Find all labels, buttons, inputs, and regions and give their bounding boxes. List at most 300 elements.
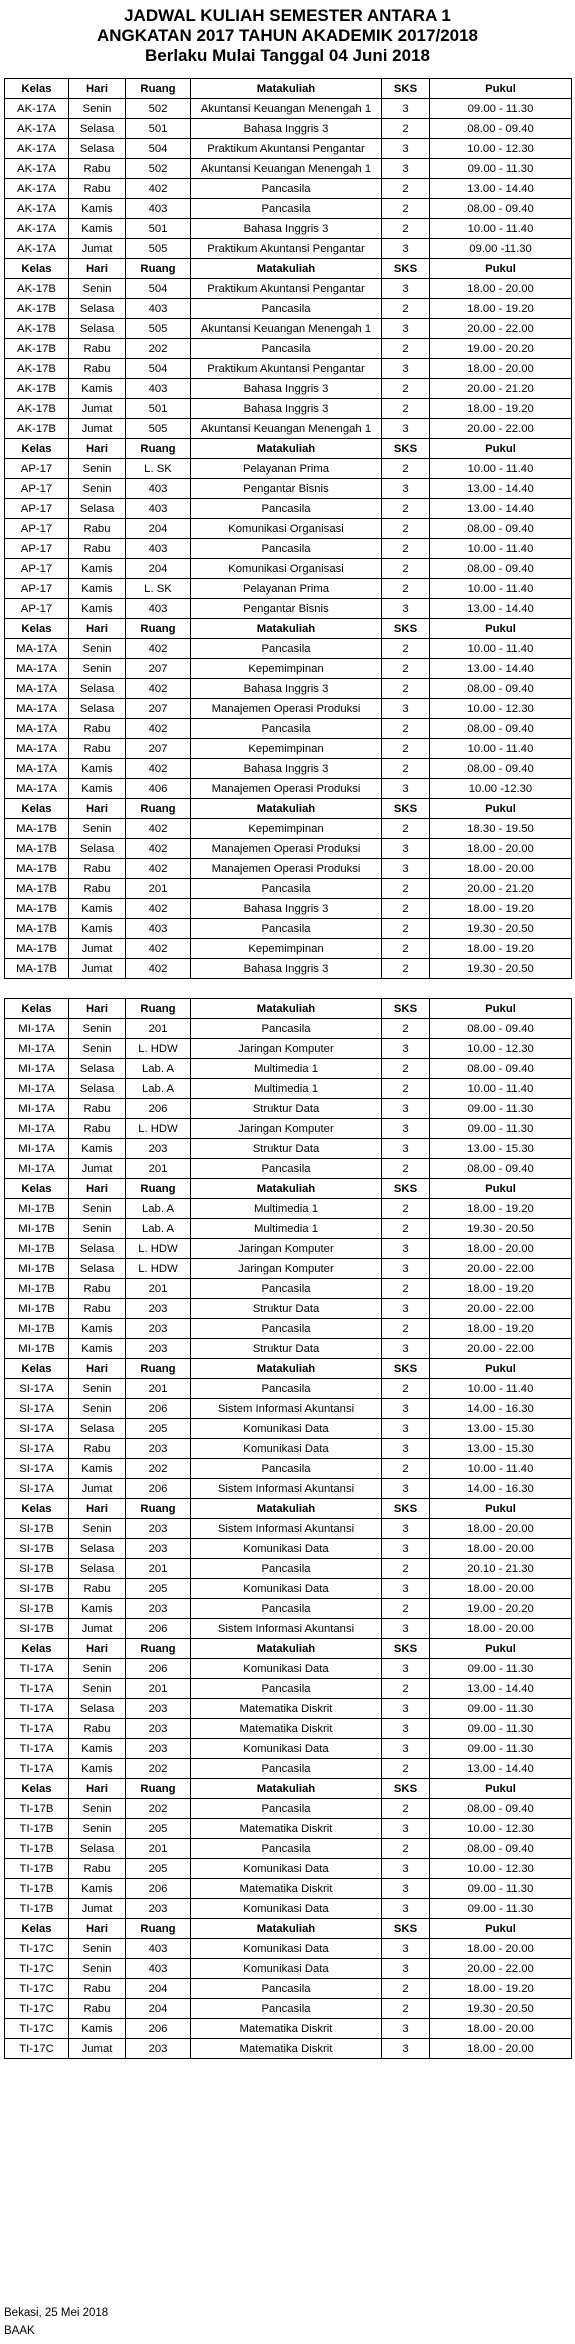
cell-hari: Rabu [69,859,126,879]
table-header-row [5,439,572,459]
table-row [5,579,572,599]
table-header-row [5,619,572,639]
cell-mk: Bahasa Inggris 3 [191,399,382,419]
cell-pukul: 10.00 - 12.30 [430,699,572,719]
table-row [5,419,572,439]
cell-mk: Bahasa Inggris 3 [191,119,382,139]
cell-hari: Kamis [69,1879,126,1899]
cell-mk: Pengantar Bisnis [191,479,382,499]
cell-kelas: MA-17A [5,759,69,779]
cell-mk: Akuntansi Keuangan Menengah 1 [191,419,382,439]
cell-pukul: 19.00 - 20.20 [430,339,572,359]
cell-kelas: AP-17 [5,579,69,599]
column-header-sks: SKS [382,1639,430,1659]
cell-ruang: 204 [126,519,191,539]
cell-ruang: 206 [126,1479,191,1499]
cell-pukul: 10.00 - 11.40 [430,1379,572,1399]
cell-sks: 2 [382,879,430,899]
cell-kelas: MI-17B [5,1239,69,1259]
table-row [5,279,572,299]
cell-hari: Kamis [69,759,126,779]
table-row [5,199,572,219]
cell-mk: Jaringan Komputer [191,1119,382,1139]
schedule-block [4,1358,571,1499]
column-header-mk: Matakuliah [191,619,382,639]
cell-kelas: MI-17B [5,1259,69,1279]
table-row [5,639,572,659]
table-row [5,899,572,919]
table-row [5,759,572,779]
table-row [5,119,572,139]
cell-sks: 3 [382,1439,430,1459]
cell-hari: Rabu [69,1439,126,1459]
cell-mk: Komunikasi Data [191,1939,382,1959]
cell-ruang: 206 [126,1099,191,1119]
column-header-ruang: Ruang [126,1919,191,1939]
cell-kelas: SI-17A [5,1479,69,1499]
cell-hari: Jumat [69,2039,126,2059]
cell-sks: 3 [382,1899,430,1919]
cell-mk: Manajemen Operasi Produksi [191,839,382,859]
cell-mk: Kepemimpinan [191,739,382,759]
cell-pukul: 08.00 - 09.40 [430,1799,572,1819]
cell-mk: Pancasila [191,1559,382,1579]
cell-pukul: 13.00 - 14.40 [430,659,572,679]
column-header-sks: SKS [382,999,430,1019]
cell-kelas: SI-17A [5,1459,69,1479]
cell-hari: Selasa [69,699,126,719]
table-row [5,1719,572,1739]
table-row [5,519,572,539]
table-row [5,1199,572,1219]
table-row [5,1019,572,1039]
cell-sks: 2 [382,1999,430,2019]
table-row [5,1939,572,1959]
cell-sks: 2 [382,519,430,539]
cell-hari: Rabu [69,1099,126,1119]
cell-hari: Senin [69,279,126,299]
cell-pukul: 10.00 - 11.40 [430,579,572,599]
cell-mk: Bahasa Inggris 3 [191,379,382,399]
column-header-ruang: Ruang [126,439,191,459]
cell-sks: 3 [382,479,430,499]
cell-pukul: 10.00 - 11.40 [430,1459,572,1479]
cell-hari: Selasa [69,319,126,339]
table-row [5,1519,572,1539]
cell-kelas: TI-17C [5,1979,69,1999]
cell-hari: Kamis [69,579,126,599]
cell-kelas: TI-17A [5,1739,69,1759]
cell-ruang: 206 [126,1879,191,1899]
cell-kelas: SI-17A [5,1439,69,1459]
cell-mk: Pancasila [191,339,382,359]
cell-ruang: 204 [126,1979,191,1999]
cell-pukul: 20.00 - 22.00 [430,1299,572,1319]
cell-kelas: SI-17A [5,1379,69,1399]
cell-sks: 3 [382,319,430,339]
table-row [5,839,572,859]
cell-sks: 3 [382,599,430,619]
cell-hari: Selasa [69,1539,126,1559]
table-row [5,1959,572,1979]
cell-sks: 3 [382,1879,430,1899]
table-row [5,319,572,339]
column-header-kelas: Kelas [5,799,69,819]
cell-mk: Manajemen Operasi Produksi [191,699,382,719]
cell-kelas: MA-17A [5,739,69,759]
column-header-kelas: Kelas [5,1779,69,1799]
table-row [5,679,572,699]
cell-pukul: 10.00 - 11.40 [430,459,572,479]
cell-hari: Kamis [69,899,126,919]
table-row [5,219,572,239]
cell-mk: Pancasila [191,1019,382,1039]
cell-hari: Rabu [69,519,126,539]
cell-kelas: AK-17B [5,359,69,379]
cell-mk: Sistem Informasi Akuntansi [191,1519,382,1539]
cell-sks: 3 [382,699,430,719]
schedule-block [4,798,571,979]
table-row [5,179,572,199]
cell-kelas: MI-17B [5,1319,69,1339]
cell-mk: Kepemimpinan [191,819,382,839]
cell-ruang: 205 [126,1859,191,1879]
cell-kelas: AK-17A [5,159,69,179]
column-header-hari: Hari [69,999,126,1019]
column-header-kelas: Kelas [5,619,69,639]
cell-mk: Matematika Diskrit [191,1699,382,1719]
table-row [5,779,572,799]
cell-ruang: 403 [126,379,191,399]
column-header-ruang: Ruang [126,1499,191,1519]
cell-mk: Sistem Informasi Akuntansi [191,1399,382,1419]
table-row [5,559,572,579]
table-row [5,479,572,499]
cell-kelas: MA-17A [5,779,69,799]
cell-ruang: 203 [126,1899,191,1919]
cell-pukul: 13.00 - 15.30 [430,1439,572,1459]
cell-pukul: 20.00 - 22.00 [430,1959,572,1979]
cell-sks: 2 [382,1279,430,1299]
cell-ruang: 403 [126,479,191,499]
cell-pukul: 18.00 - 20.00 [430,1239,572,1259]
cell-mk: Multimedia 1 [191,1059,382,1079]
cell-sks: 3 [382,779,430,799]
column-header-pukul: Pukul [430,1919,572,1939]
cell-sks: 3 [382,419,430,439]
table-header-row [5,799,572,819]
cell-hari: Senin [69,479,126,499]
cell-kelas: MI-17A [5,1079,69,1099]
column-header-sks: SKS [382,259,430,279]
table-row [5,1819,572,1839]
cell-ruang: 203 [126,1339,191,1359]
cell-kelas: TI-17B [5,1799,69,1819]
column-header-ruang: Ruang [126,999,191,1019]
cell-pukul: 09.00 -11.30 [430,239,572,259]
cell-ruang: 504 [126,359,191,379]
cell-hari: Kamis [69,1459,126,1479]
column-header-pukul: Pukul [430,79,572,99]
table-row [5,919,572,939]
cell-sks: 2 [382,659,430,679]
cell-pukul: 14.00 - 16.30 [430,1479,572,1499]
cell-hari: Jumat [69,1619,126,1639]
column-header-kelas: Kelas [5,1919,69,1939]
table-row [5,1759,572,1779]
cell-hari: Selasa [69,839,126,859]
cell-sks: 3 [382,1519,430,1539]
cell-pukul: 18.00 - 20.00 [430,2019,572,2039]
cell-mk: Struktur Data [191,1139,382,1159]
cell-pukul: 10.00 - 11.40 [430,219,572,239]
cell-ruang: 203 [126,1519,191,1539]
column-header-pukul: Pukul [430,439,572,459]
column-header-pukul: Pukul [430,999,572,1019]
column-header-hari: Hari [69,439,126,459]
cell-pukul: 18.00 - 20.00 [430,1539,572,1559]
cell-mk: Pancasila [191,299,382,319]
cell-mk: Bahasa Inggris 3 [191,679,382,699]
column-header-hari: Hari [69,1359,126,1379]
cell-pukul: 10.00 - 11.40 [430,739,572,759]
cell-sks: 3 [382,2039,430,2059]
cell-kelas: MA-17B [5,839,69,859]
cell-ruang: 207 [126,659,191,679]
schedule-block [4,618,571,799]
column-header-ruang: Ruang [126,79,191,99]
cell-hari: Senin [69,1679,126,1699]
schedule-block [4,1778,571,1919]
schedule-table [4,618,572,799]
cell-hari: Senin [69,459,126,479]
cell-hari: Rabu [69,539,126,559]
cell-kelas: MA-17B [5,859,69,879]
cell-ruang: 205 [126,1579,191,1599]
cell-kelas: MA-17B [5,959,69,979]
cell-sks: 2 [382,1159,430,1179]
column-header-sks: SKS [382,1919,430,1939]
cell-hari: Senin [69,1219,126,1239]
cell-pukul: 08.00 - 09.40 [430,1839,572,1859]
cell-sks: 3 [382,159,430,179]
cell-ruang: 504 [126,139,191,159]
table-row [5,1899,572,1919]
cell-mk: Pancasila [191,179,382,199]
cell-sks: 3 [382,1579,430,1599]
schedule-block [4,1178,571,1359]
cell-ruang: L. HDW [126,1239,191,1259]
cell-mk: Pancasila [191,1279,382,1299]
table-row [5,1579,572,1599]
cell-kelas: MA-17B [5,939,69,959]
page-header [0,0,575,66]
cell-mk: Akuntansi Keuangan Menengah 1 [191,159,382,179]
cell-mk: Komunikasi Data [191,1739,382,1759]
cell-hari: Selasa [69,679,126,699]
schedule-table [4,1178,572,1359]
cell-hari: Senin [69,1019,126,1039]
cell-ruang: 402 [126,719,191,739]
cell-kelas: SI-17B [5,1519,69,1539]
column-header-ruang: Ruang [126,799,191,819]
cell-kelas: AK-17A [5,119,69,139]
cell-pukul: 13.00 - 14.40 [430,1679,572,1699]
cell-kelas: AP-17 [5,599,69,619]
cell-pukul: 13.00 - 14.40 [430,479,572,499]
cell-sks: 2 [382,719,430,739]
cell-mk: Multimedia 1 [191,1199,382,1219]
cell-ruang: 201 [126,1019,191,1039]
cell-pukul: 18.00 - 20.00 [430,1579,572,1599]
cell-hari: Senin [69,1799,126,1819]
cell-hari: Rabu [69,1299,126,1319]
cell-mk: Bahasa Inggris 3 [191,219,382,239]
column-header-hari: Hari [69,79,126,99]
cell-sks: 3 [382,1099,430,1119]
column-header-ruang: Ruang [126,1179,191,1199]
cell-pukul: 09.00 - 11.30 [430,1739,572,1759]
cell-hari: Selasa [69,139,126,159]
cell-hari: Jumat [69,399,126,419]
cell-hari: Jumat [69,1899,126,1919]
table-row [5,1699,572,1719]
cell-pukul: 18.00 - 19.20 [430,1279,572,1299]
cell-hari: Kamis [69,219,126,239]
cell-sks: 2 [382,459,430,479]
table-row [5,379,572,399]
cell-sks: 2 [382,1759,430,1779]
cell-sks: 2 [382,919,430,939]
cell-sks: 2 [382,959,430,979]
cell-mk: Komunikasi Data [191,1419,382,1439]
cell-pukul: 18.00 - 19.20 [430,899,572,919]
cell-ruang: 402 [126,859,191,879]
cell-sks: 3 [382,1039,430,1059]
cell-ruang: 201 [126,1559,191,1579]
table-row [5,1599,572,1619]
cell-pukul: 13.00 - 14.40 [430,1759,572,1779]
table-row [5,1859,572,1879]
cell-pukul: 14.00 - 16.30 [430,1399,572,1419]
cell-kelas: MI-17A [5,1119,69,1139]
cell-sks: 2 [382,219,430,239]
cell-hari: Kamis [69,379,126,399]
table-row [5,1059,572,1079]
cell-pukul: 13.00 - 14.40 [430,179,572,199]
cell-hari: Kamis [69,1739,126,1759]
cell-sks: 2 [382,1559,430,1579]
cell-kelas: TI-17A [5,1759,69,1779]
cell-pukul: 09.00 - 11.30 [430,1899,572,1919]
cell-hari: Rabu [69,179,126,199]
column-header-hari: Hari [69,1179,126,1199]
cell-ruang: 402 [126,679,191,699]
cell-sks: 3 [382,1299,430,1319]
cell-hari: Rabu [69,739,126,759]
cell-pukul: 08.00 - 09.40 [430,519,572,539]
cell-sks: 2 [382,1059,430,1079]
cell-sks: 2 [382,1219,430,1239]
schedule-table [4,78,572,259]
cell-sks: 3 [382,2019,430,2039]
cell-ruang: 403 [126,599,191,619]
cell-ruang: 204 [126,1999,191,2019]
schedule-block [4,258,571,439]
cell-sks: 2 [382,299,430,319]
cell-hari: Jumat [69,939,126,959]
cell-ruang: 203 [126,2039,191,2059]
cell-sks: 2 [382,579,430,599]
cell-ruang: L. SK [126,579,191,599]
cell-ruang: 403 [126,1959,191,1979]
cell-hari: Selasa [69,119,126,139]
cell-kelas: MA-17A [5,719,69,739]
cell-sks: 3 [382,359,430,379]
cell-ruang: 402 [126,959,191,979]
cell-sks: 3 [382,1939,430,1959]
table-row [5,459,572,479]
cell-ruang: 502 [126,159,191,179]
cell-kelas: TI-17C [5,1999,69,2019]
cell-sks: 2 [382,1839,430,1859]
table-header-row [5,999,572,1019]
cell-mk: Jaringan Komputer [191,1259,382,1279]
cell-kelas: SI-17A [5,1399,69,1419]
table-row [5,339,572,359]
cell-mk: Pancasila [191,539,382,559]
table-row [5,399,572,419]
column-header-pukul: Pukul [430,799,572,819]
cell-ruang: 403 [126,499,191,519]
column-header-pukul: Pukul [430,1639,572,1659]
cell-ruang: 505 [126,239,191,259]
cell-hari: Selasa [69,1259,126,1279]
table-row [5,1999,572,2019]
cell-mk: Struktur Data [191,1099,382,1119]
cell-pukul: 18.00 - 20.00 [430,279,572,299]
cell-mk: Pancasila [191,639,382,659]
column-header-mk: Matakuliah [191,1919,382,1939]
cell-pukul: 09.00 - 11.30 [430,1119,572,1139]
column-header-ruang: Ruang [126,259,191,279]
cell-kelas: AP-17 [5,479,69,499]
cell-pukul: 09.00 - 11.30 [430,1699,572,1719]
cell-mk: Manajemen Operasi Produksi [191,779,382,799]
cell-kelas: AK-17B [5,339,69,359]
cell-ruang: 207 [126,699,191,719]
table-header-row [5,79,572,99]
cell-kelas: MI-17B [5,1339,69,1359]
cell-pukul: 09.00 - 11.30 [430,1879,572,1899]
table-row [5,1439,572,1459]
cell-sks: 2 [382,819,430,839]
cell-sks: 3 [382,1119,430,1139]
column-header-sks: SKS [382,1779,430,1799]
cell-ruang: 201 [126,1379,191,1399]
table-row [5,1039,572,1059]
cell-kelas: AK-17A [5,139,69,159]
cell-sks: 3 [382,859,430,879]
cell-hari: Selasa [69,1239,126,1259]
cell-pukul: 20.00 - 21.20 [430,879,572,899]
cell-ruang: 402 [126,819,191,839]
cell-kelas: TI-17B [5,1859,69,1879]
cell-kelas: AP-17 [5,459,69,479]
cell-hari: Rabu [69,719,126,739]
table-row [5,1799,572,1819]
cell-hari: Senin [69,99,126,119]
